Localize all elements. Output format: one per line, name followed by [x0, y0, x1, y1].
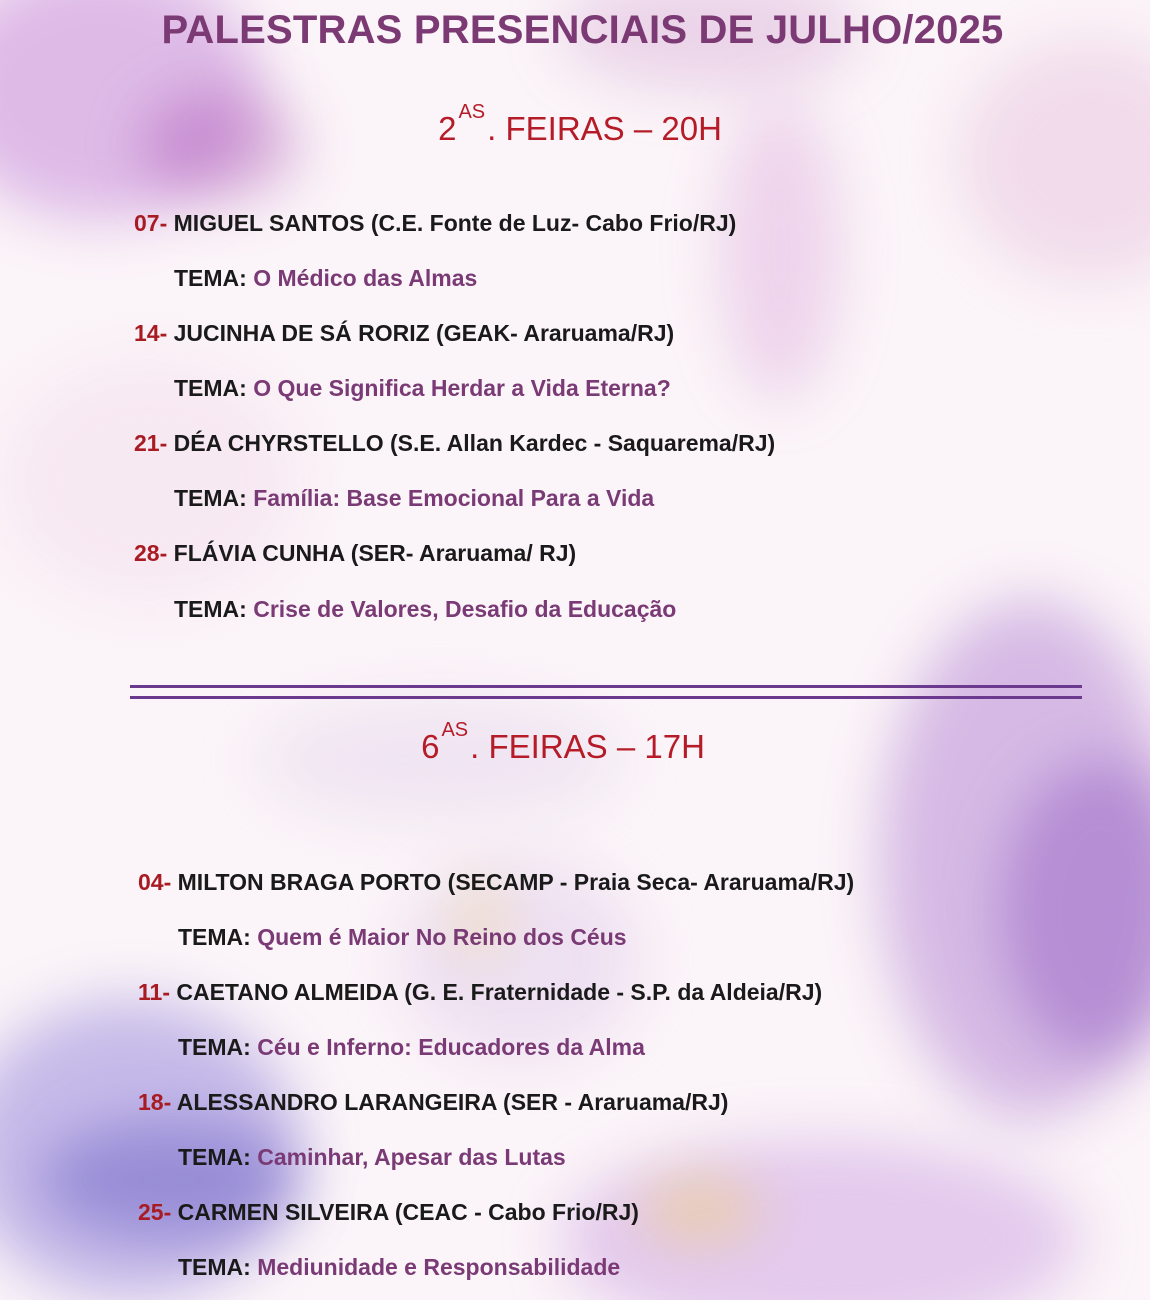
tema-line: [178, 1254, 620, 1281]
section-divider-bottom-line: [130, 696, 1082, 699]
tema-line: [178, 924, 627, 951]
heading-number: 2: [438, 110, 457, 147]
tema-label: TEMA:: [174, 596, 247, 622]
day-number: 14-: [134, 320, 168, 346]
tema-value: Quem é Maior No Reino dos Céus: [250, 924, 627, 950]
speaker-name: CAETANO ALMEIDA (G. E. Fraternidade - S.P. da Aldeia/RJ): [169, 979, 823, 1005]
day-number: 04-: [138, 869, 172, 895]
day-number: 25-: [138, 1199, 172, 1225]
speaker-line: [138, 979, 822, 1006]
speaker-name: MILTON BRAGA PORTO (SECAMP - Praia Seca- Araruama/RJ): [171, 869, 855, 895]
tema-line: [178, 1144, 566, 1171]
tema-line: [178, 1034, 645, 1061]
tema-label: TEMA:: [178, 924, 251, 950]
tema-label: TEMA:: [178, 1254, 251, 1280]
tema-label: TEMA:: [178, 1144, 251, 1170]
page-title: PALESTRAS PRESENCIAIS DE JULHO/2025: [161, 8, 1004, 52]
speaker-name: MIGUEL SANTOS (C.E. Fonte de Luz- Cabo Frio/RJ): [167, 210, 737, 236]
speaker-name: ALESSANDRO LARANGEIRA (SER - Araruama/RJ): [171, 1089, 729, 1115]
day-number: 21-: [134, 430, 168, 456]
day-number: 11-: [138, 979, 170, 1005]
heading-superscript: AS: [441, 719, 469, 741]
speaker-line: [134, 430, 775, 457]
tema-line: [174, 596, 676, 623]
heading-text: . FEIRAS – 17H: [470, 728, 705, 765]
day-number: 28-: [134, 540, 168, 566]
day-number: 18-: [138, 1089, 172, 1115]
day-number: 07-: [134, 210, 168, 236]
section-heading-mondays: [5, 101, 1150, 148]
section-heading-fridays: [0, 719, 1138, 766]
tema-line: [174, 265, 477, 292]
tema-value: Mediunidade e Responsabilidade: [250, 1254, 621, 1280]
section-divider-top-line: [130, 685, 1082, 688]
tema-value: Céu e Inferno: Educadores da Alma: [250, 1034, 645, 1060]
speaker-line: [138, 1199, 639, 1226]
tema-value: Família: Base Emocional Para a Vida: [246, 485, 655, 511]
speaker-line: [134, 210, 736, 237]
speaker-name: FLÁVIA CUNHA (SER- Araruama/ RJ): [167, 540, 577, 566]
tema-value: Crise de Valores, Desafio da Educação: [246, 596, 677, 622]
heading-superscript: AS: [458, 101, 486, 123]
speaker-line: [138, 869, 854, 896]
speaker-name: JUCINHA DE SÁ RORIZ (GEAK- Araruama/RJ): [167, 320, 675, 346]
tema-value: Caminhar, Apesar das Lutas: [250, 1144, 566, 1170]
tema-value: O Que Significa Herdar a Vida Eterna?: [246, 375, 671, 401]
heading-number: 6: [421, 728, 440, 765]
tema-label: TEMA:: [178, 1034, 251, 1060]
tema-line: [174, 485, 654, 512]
speaker-line: [134, 540, 576, 567]
tema-label: TEMA:: [174, 265, 247, 291]
tema-label: TEMA:: [174, 485, 247, 511]
speaker-line: [134, 320, 674, 347]
heading-text: . FEIRAS – 20H: [487, 110, 722, 147]
speaker-name: DÉA CHYRSTELLO (S.E. Allan Kardec - Saquarema/RJ): [167, 430, 776, 456]
speaker-name: CARMEN SILVEIRA (CEAC - Cabo Frio/RJ): [171, 1199, 639, 1225]
tema-label: TEMA:: [174, 375, 247, 401]
speaker-line: [138, 1089, 728, 1116]
tema-line: [174, 375, 671, 402]
tema-value: O Médico das Almas: [246, 265, 478, 291]
